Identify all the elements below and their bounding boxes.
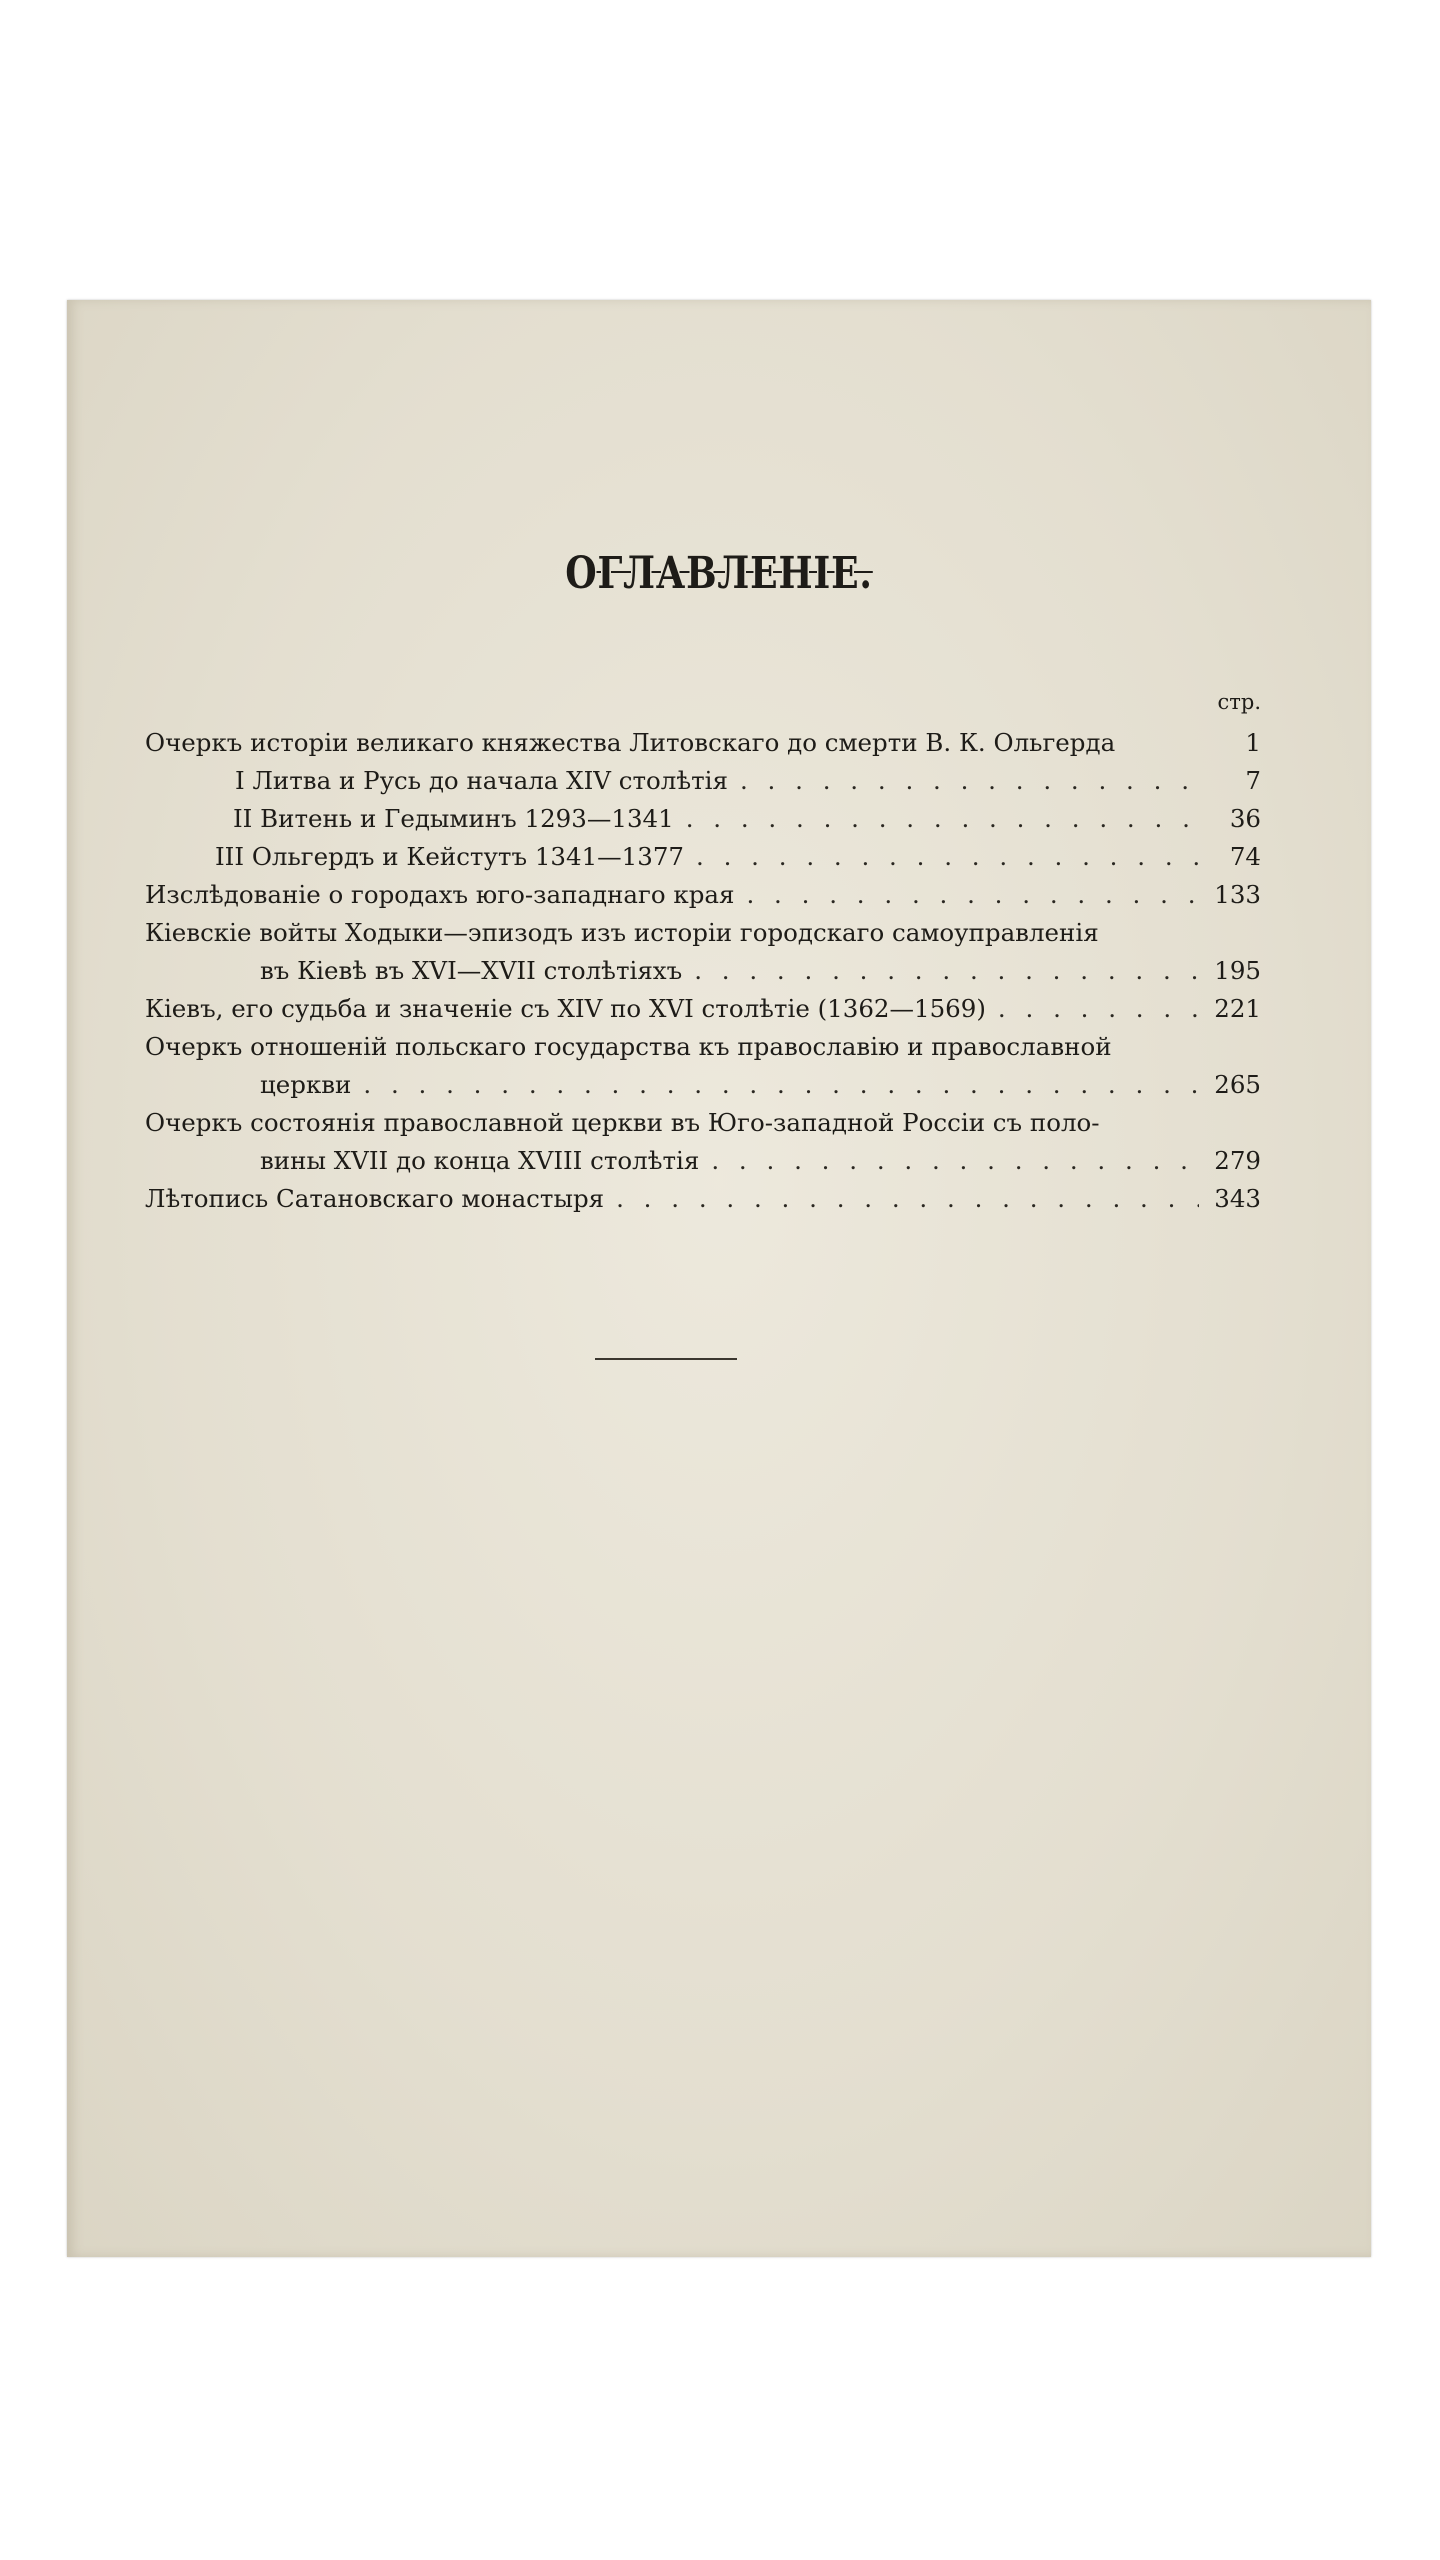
book-page — [67, 300, 1371, 2257]
toc-entry-title-continued: вины XVII до конца XVIII столѣтія — [260, 1146, 700, 1175]
toc-entry-page: 1 — [1245, 728, 1261, 757]
toc-entry-title: Очеркъ состоянія православной церкви въ Юго-западной Россіи съ поло- — [145, 1108, 1100, 1137]
toc-entry-page: 343 — [1214, 1184, 1261, 1213]
toc-entry-continuation — [145, 952, 1261, 990]
toc-entry-title: I Литва и Русь до начала XIV столѣтія — [235, 766, 728, 795]
dot-leader — [740, 762, 1199, 800]
dot-leader — [616, 1180, 1199, 1218]
dot-leader — [694, 952, 1199, 990]
toc-entry-page: 279 — [1214, 1146, 1261, 1175]
page-column-header — [145, 690, 1261, 724]
toc-entry — [145, 724, 1261, 762]
closing-rule — [595, 1358, 737, 1360]
toc-entry-title: Лѣтопись Сатановскаго монастыря — [145, 1184, 605, 1213]
toc-entry-page: 265 — [1214, 1070, 1261, 1099]
toc-entry-page: 36 — [1229, 804, 1261, 833]
toc-entry — [145, 762, 1261, 800]
toc-entry-title: Кіевскіе войты Ходыки—эпизодъ изъ исторіи городскаго самоуправленія — [145, 918, 1099, 947]
toc-entry-title: Очеркъ отношеній польскаго государства къ православію и православной — [145, 1032, 1112, 1061]
toc-entry-page: 74 — [1229, 842, 1261, 871]
dot-leader — [696, 838, 1199, 876]
toc-entry — [145, 800, 1261, 838]
dot-leader — [711, 1142, 1199, 1180]
toc-entry-title: III Ольгердъ и Кейстутъ 1341—1377 — [215, 842, 685, 871]
toc-entry — [145, 914, 1261, 952]
dot-leader — [686, 800, 1199, 838]
toc-entry-page: 221 — [1214, 994, 1261, 1023]
dot-leader — [746, 876, 1199, 914]
toc-entry — [145, 876, 1261, 914]
dot-leader — [363, 1066, 1199, 1104]
page-title: ОГЛАВЛЕНІЕ. — [565, 548, 873, 599]
toc-entry — [145, 838, 1261, 876]
page-column-label: стр. — [1217, 690, 1261, 714]
toc-entry-page: 133 — [1214, 880, 1261, 909]
toc-entry-title: Очеркъ исторіи великаго княжества Литовскаго до смерти В. К. Ольгерда — [145, 728, 1116, 757]
toc-entry — [145, 1028, 1261, 1066]
table-of-contents — [145, 690, 1261, 1218]
toc-entry-page: 195 — [1214, 956, 1261, 985]
toc-entry-continuation — [145, 1066, 1261, 1104]
toc-entry-title-continued: въ Кіевѣ въ XVI—XVII столѣтіяхъ — [260, 956, 683, 985]
toc-entry-title: Кіевъ, его судьба и значеніе съ XIV по XVI столѣтіе (1362—1569) — [145, 994, 986, 1023]
toc-entry — [145, 990, 1261, 1028]
toc-entry — [145, 1180, 1261, 1218]
toc-entry-continuation — [145, 1142, 1261, 1180]
toc-entry-page: 7 — [1245, 766, 1261, 795]
toc-entry — [145, 1104, 1261, 1142]
toc-entry-title-continued: церкви — [260, 1070, 352, 1099]
toc-entry-title: Изслѣдованіе о городахъ юго-западнаго края — [145, 880, 735, 909]
dot-leader — [998, 990, 1199, 1028]
toc-entry-title: II Витень и Гедыминъ 1293—1341 — [233, 804, 674, 833]
